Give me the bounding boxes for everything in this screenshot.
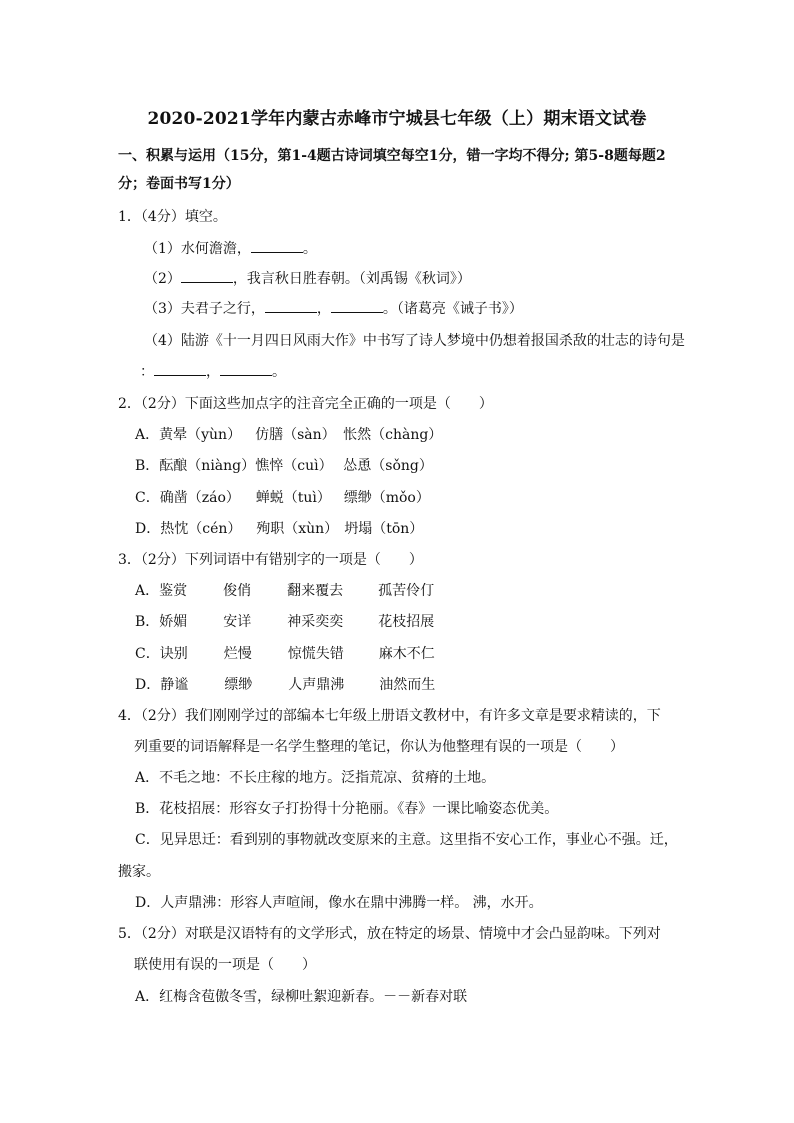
q1-sub4-colon: ： <box>140 364 154 380</box>
option-label: D． <box>135 521 161 537</box>
option-word: 鉴赏 <box>159 583 188 599</box>
q1-sub4-end: 。 <box>272 364 286 380</box>
option-word: 神采奕奕 <box>287 614 344 630</box>
q1-sub2-text: ，我言秋日胜春朝。（刘禹锡《秋词》） <box>232 271 471 287</box>
section-heading <box>118 142 688 198</box>
option-label: A． <box>135 583 160 599</box>
option-word: 缥缈 <box>224 677 253 693</box>
q1-stem: 1．（4分）填空。 <box>118 209 227 225</box>
option-word: 殉职（xùn） <box>256 521 339 537</box>
q1-sub4-cont <box>140 361 286 383</box>
q1-sub3-text: （3）夫君子之行， <box>144 301 265 317</box>
option-word: 蝉蜕（tuì） <box>255 490 331 506</box>
q4-option-d[interactable]: D．人声鼎沸：形容人声喧闹，像水在鼎中沸腾一样。 沸，水开。 <box>135 895 543 911</box>
option-word: 安详 <box>223 614 252 630</box>
section-heading-line1: 一、积累与运用（15分，第1-4题古诗词填空每空1分，错一字均不得分; 第5-8题每题2 <box>118 148 666 164</box>
q2-option-d[interactable] <box>135 518 423 540</box>
q5-stem-line1: 5．（2分）对联是汉语特有的文学形式，放在特定的场景、情境中才会凸显韵味。下列对 <box>118 926 661 942</box>
q3-option-b[interactable] <box>135 611 434 633</box>
q5-option-a[interactable]: A．红梅含苞傲冬雪，绿柳吐絮迎新春。－－新春对联 <box>135 989 468 1005</box>
option-word: 惊慌失错 <box>287 646 344 662</box>
page-title: 2020-2021学年内蒙古赤峰市宁城县七年级（上）期末语文试卷 <box>147 109 647 129</box>
q1-sub1-end: 。 <box>302 241 317 257</box>
answer-blank[interactable] <box>154 361 206 376</box>
q4-option-b[interactable]: B．花枝招展：形容女子打扮得十分艳丽。《春》一课比喻姿态优美。 <box>135 801 559 817</box>
option-label: A． <box>135 427 160 443</box>
option-word: 怅然（chàng） <box>343 427 443 443</box>
option-word: 黄晕（yùn） <box>159 427 242 443</box>
q3-option-c[interactable] <box>135 643 435 665</box>
answer-blank[interactable] <box>220 361 272 376</box>
option-label: D． <box>135 677 161 693</box>
option-word: 热忱（cén） <box>160 521 242 537</box>
option-word: 翻来覆去 <box>287 583 344 599</box>
option-word: 憔悴（cuì） <box>255 458 333 474</box>
option-word: 怂恿（sǒng） <box>343 458 433 474</box>
q1-sub3 <box>144 298 523 320</box>
option-word: 花枝招展 <box>378 614 435 630</box>
q4-stem-line2: 列重要的词语解释是一名学生整理的笔记，你认为他整理有误的一项是（ ） <box>134 739 624 755</box>
q2-stem: 2．（2分）下面这些加点字的注音完全正确的一项是（ ） <box>118 396 493 412</box>
answer-blank[interactable] <box>181 268 233 283</box>
option-word: 诀别 <box>159 646 188 662</box>
section-heading-line2: 分；卷面书写1分） <box>118 176 240 192</box>
option-label: C． <box>135 490 160 506</box>
option-word: 静谧 <box>160 677 189 693</box>
q4-option-c[interactable]: C．见异思迁：看到别的事物就改变原来的主意。这里指不安心工作，事业心不强。迁， <box>135 832 678 848</box>
option-word: 油然而生 <box>379 677 436 693</box>
q1-sub4: （4）陆游《十一月四日风雨大作》中书写了诗人梦境中仍想着报国杀敌的壮志的诗句是 <box>144 333 685 349</box>
option-word: 仿膳（sàn） <box>255 427 336 443</box>
option-word: 娇媚 <box>159 614 188 630</box>
option-word: 酝酿（niàng） <box>159 458 256 474</box>
q4-option-c-cont: 搬家。 <box>118 864 160 880</box>
option-label: B． <box>135 614 160 630</box>
answer-blank[interactable] <box>331 298 383 313</box>
option-word: 孤苦伶仃 <box>378 583 435 599</box>
q1-sub2-num: （2） <box>144 271 181 287</box>
q1-sub3-end: 。（诸葛亮《诫子书》） <box>382 301 523 317</box>
q1-sub2 <box>144 268 471 290</box>
q4-option-a[interactable]: A．不毛之地：不长庄稼的地方。泛指荒凉、贫瘠的土地。 <box>135 770 496 786</box>
option-label: B． <box>135 458 160 474</box>
q3-option-a[interactable] <box>135 580 434 602</box>
q3-option-d[interactable] <box>135 674 435 696</box>
option-word: 人声鼎沸 <box>288 677 345 693</box>
answer-blank[interactable] <box>251 238 303 253</box>
option-word: 坍塌（tōn） <box>344 521 424 537</box>
q2-option-a[interactable] <box>135 424 442 446</box>
option-word: 俊俏 <box>223 583 252 599</box>
option-word: 确凿（záo） <box>159 490 240 506</box>
q1-sub4-sep: ， <box>206 364 220 380</box>
answer-blank[interactable] <box>265 298 317 313</box>
q2-option-c[interactable] <box>135 487 430 509</box>
q1-sub3-sep: ， <box>316 301 331 317</box>
option-word: 缥缈（mǒo） <box>343 490 430 506</box>
option-word: 烂慢 <box>223 646 252 662</box>
option-label: C． <box>135 646 160 662</box>
q1-sub1-text: （1）水何澹澹， <box>144 241 251 257</box>
option-word: 麻木不仁 <box>378 646 435 662</box>
q3-stem: 3．（2分）下列词语中有错别字的一项是（ ） <box>118 552 423 568</box>
q2-option-b[interactable] <box>135 455 433 477</box>
q5-stem-line2: 联使用有误的一项是（ ） <box>134 957 316 973</box>
q4-stem-line1: 4．（2分）我们刚刚学过的部编本七年级上册语文教材中，有许多文章是要求精读的，下 <box>118 708 661 724</box>
q1-sub1 <box>144 238 317 260</box>
